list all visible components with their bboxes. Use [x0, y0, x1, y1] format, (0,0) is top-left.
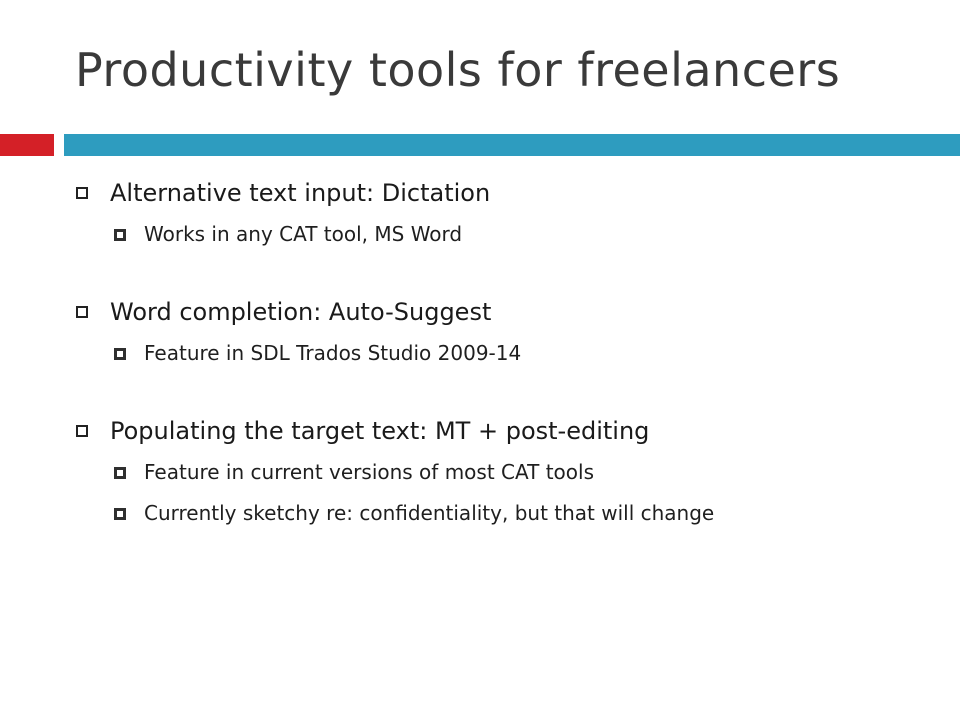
level1-text: Word completion: Auto-Suggest — [110, 298, 492, 326]
hollow-square-bullet-icon — [76, 425, 88, 437]
level2-bullet — [114, 218, 936, 251]
slide-title: Productivity tools for freelancers — [75, 43, 841, 97]
title-rule-red — [0, 134, 54, 156]
level1-bullet — [76, 174, 936, 212]
square-target-bullet-icon — [114, 229, 126, 241]
square-target-bullet-icon — [114, 508, 126, 520]
level2-text: Feature in SDL Trados Studio 2009-14 — [144, 341, 522, 365]
sub-bullet-list — [76, 218, 936, 251]
level1-bullet — [76, 293, 936, 331]
hollow-square-bullet-icon — [76, 187, 88, 199]
level2-text: Currently sketchy re: confidentiality, but that will change — [144, 501, 715, 525]
square-target-bullet-icon — [114, 467, 126, 479]
level1-text: Alternative text input: Dictation — [110, 179, 491, 207]
level2-bullet — [114, 456, 936, 489]
square-target-bullet-icon — [114, 348, 126, 360]
sub-bullet-list — [76, 456, 936, 530]
bullet-item-auto-suggest — [76, 293, 936, 370]
level2-bullet — [114, 497, 936, 530]
level2-text: Works in any CAT tool, MS Word — [144, 222, 463, 246]
title-rule-teal — [64, 134, 960, 156]
level1-text: Populating the target text: MT + post-editing — [110, 417, 650, 445]
level1-bullet — [76, 412, 936, 450]
sub-bullet-list — [76, 337, 936, 370]
bullet-item-mt-post-editing — [76, 412, 936, 530]
bullet-list — [76, 174, 936, 538]
level2-text: Feature in current versions of most CAT tools — [144, 460, 594, 484]
bullet-item-dictation — [76, 174, 936, 251]
hollow-square-bullet-icon — [76, 306, 88, 318]
level2-bullet — [114, 337, 936, 370]
